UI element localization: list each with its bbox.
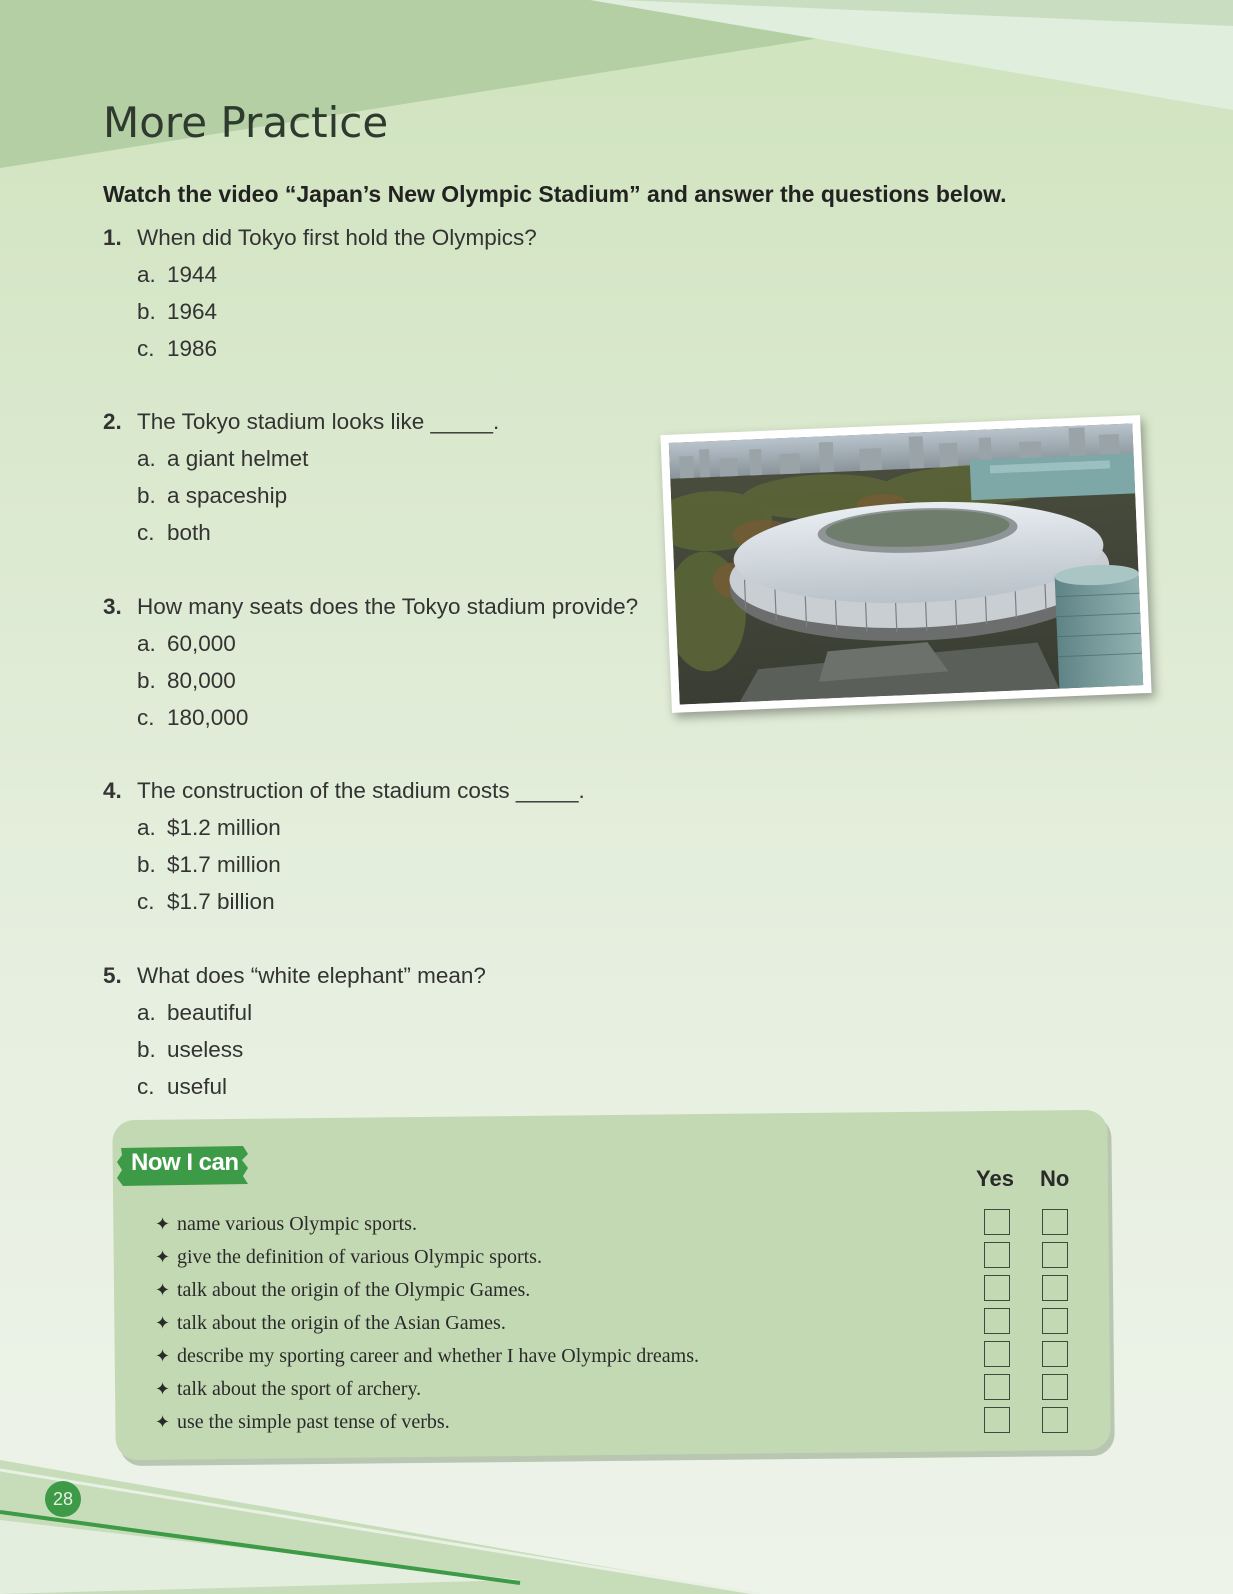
option-b[interactable] [103,293,537,330]
option-text: a spaceship [167,483,288,508]
can-do-text: give the definition of various Olympic sports. [177,1246,542,1268]
option-letter: a. [137,1000,156,1025]
option-letter: c. [137,889,155,914]
question-text: What does “white elephant” mean? [137,963,486,988]
option-c[interactable] [103,1068,486,1105]
option-a[interactable] [103,256,537,293]
can-do-text: use the simple past tense of verbs. [177,1411,450,1433]
stadium-image [669,423,1144,704]
can-do-item [155,1373,421,1406]
no-checkbox[interactable] [1042,1209,1068,1235]
question-2 [103,403,499,551]
option-text: 80,000 [167,668,236,693]
can-do-text: describe my sporting career and whether I have Olympic dreams. [177,1345,700,1367]
star-bullet-icon: ✦ [155,1412,171,1433]
can-do-text: talk about the origin of the Asian Games. [177,1312,506,1334]
question-number: 2. [103,409,122,434]
option-text: 1964 [167,299,218,324]
option-letter: b. [137,299,156,324]
option-c[interactable] [103,883,585,920]
option-text: 60,000 [167,631,236,656]
option-letter: b. [137,1037,156,1062]
instruction-text: Watch the video “Japan’s New Olympic Stadium” and answer the questions below. [103,181,1007,207]
star-bullet-icon: ✦ [155,1379,171,1400]
option-text: $1.7 million [167,852,281,877]
yes-checkbox[interactable] [984,1341,1010,1367]
no-header: No [1040,1166,1070,1191]
question-1 [103,219,537,367]
no-checkbox[interactable] [1042,1275,1068,1301]
option-c[interactable] [103,699,638,736]
can-do-item [155,1406,450,1439]
option-a[interactable] [103,809,585,846]
option-letter: b. [137,852,156,877]
yes-checkbox[interactable] [984,1275,1010,1301]
option-a[interactable] [103,625,638,662]
option-text: $1.2 million [167,815,281,840]
option-text: 180,000 [167,705,249,730]
no-checkbox[interactable] [1042,1242,1068,1268]
star-bullet-icon: ✦ [155,1346,171,1367]
star-bullet-icon: ✦ [155,1280,171,1301]
page-number: 28 [45,1481,81,1517]
can-do-item [155,1274,530,1307]
can-do-tag: Now I can [131,1149,239,1176]
stadium-photo [660,415,1151,713]
option-text: useful [167,1074,228,1099]
option-text: $1.7 billion [167,889,275,914]
yes-checkbox[interactable] [984,1374,1010,1400]
option-letter: b. [137,668,156,693]
question-text: When did Tokyo first hold the Olympics? [137,225,537,250]
option-text: beautiful [167,1000,253,1025]
can-do-item [155,1208,417,1241]
option-letter: c. [137,1074,155,1099]
can-do-item [155,1241,542,1274]
can-do-item [155,1307,506,1340]
question-text: The Tokyo stadium looks like _____. [137,409,500,434]
no-checkbox[interactable] [1042,1308,1068,1334]
option-c[interactable] [103,330,537,367]
option-a[interactable] [103,440,499,477]
option-text: 1944 [167,262,218,287]
star-bullet-icon: ✦ [155,1247,171,1268]
option-letter: b. [137,483,156,508]
option-letter: a. [137,631,156,656]
option-letter: a. [137,815,156,840]
option-letter: c. [137,705,155,730]
question-4 [103,772,585,920]
option-letter: c. [137,336,155,361]
option-b[interactable] [103,477,499,514]
can-do-text: talk about the origin of the Olympic Games. [177,1279,531,1301]
yes-checkbox[interactable] [984,1308,1010,1334]
star-bullet-icon: ✦ [155,1313,171,1334]
yes-checkbox[interactable] [984,1242,1010,1268]
yes-header: Yes [976,1166,1014,1191]
question-number: 3. [103,594,122,619]
question-text: How many seats does the Tokyo stadium provide? [137,594,639,619]
option-text: both [167,520,211,545]
question-number: 5. [103,963,122,988]
option-b[interactable] [103,662,638,699]
no-checkbox[interactable] [1042,1341,1068,1367]
option-letter: c. [137,520,155,545]
question-number: 4. [103,778,122,803]
option-c[interactable] [103,514,499,551]
option-a[interactable] [103,994,486,1031]
option-letter: a. [137,262,156,287]
question-number: 1. [103,225,122,250]
option-b[interactable] [103,846,585,883]
option-b[interactable] [103,1031,486,1068]
question-3 [103,588,638,736]
option-letter: a. [137,446,156,471]
can-do-item [155,1340,699,1373]
question-text: The construction of the stadium costs _____. [137,778,585,803]
can-do-text: talk about the sport of archery. [177,1378,422,1400]
option-text: useless [167,1037,244,1062]
yes-checkbox[interactable] [984,1407,1010,1433]
no-checkbox[interactable] [1042,1374,1068,1400]
option-text: a giant helmet [167,446,309,471]
can-do-text: name various Olympic sports. [177,1213,417,1235]
no-checkbox[interactable] [1042,1407,1068,1433]
star-bullet-icon: ✦ [155,1214,171,1235]
page-title: More Practice [103,98,389,147]
option-text: 1986 [167,336,218,361]
question-5 [103,957,486,1105]
yes-checkbox[interactable] [984,1209,1010,1235]
